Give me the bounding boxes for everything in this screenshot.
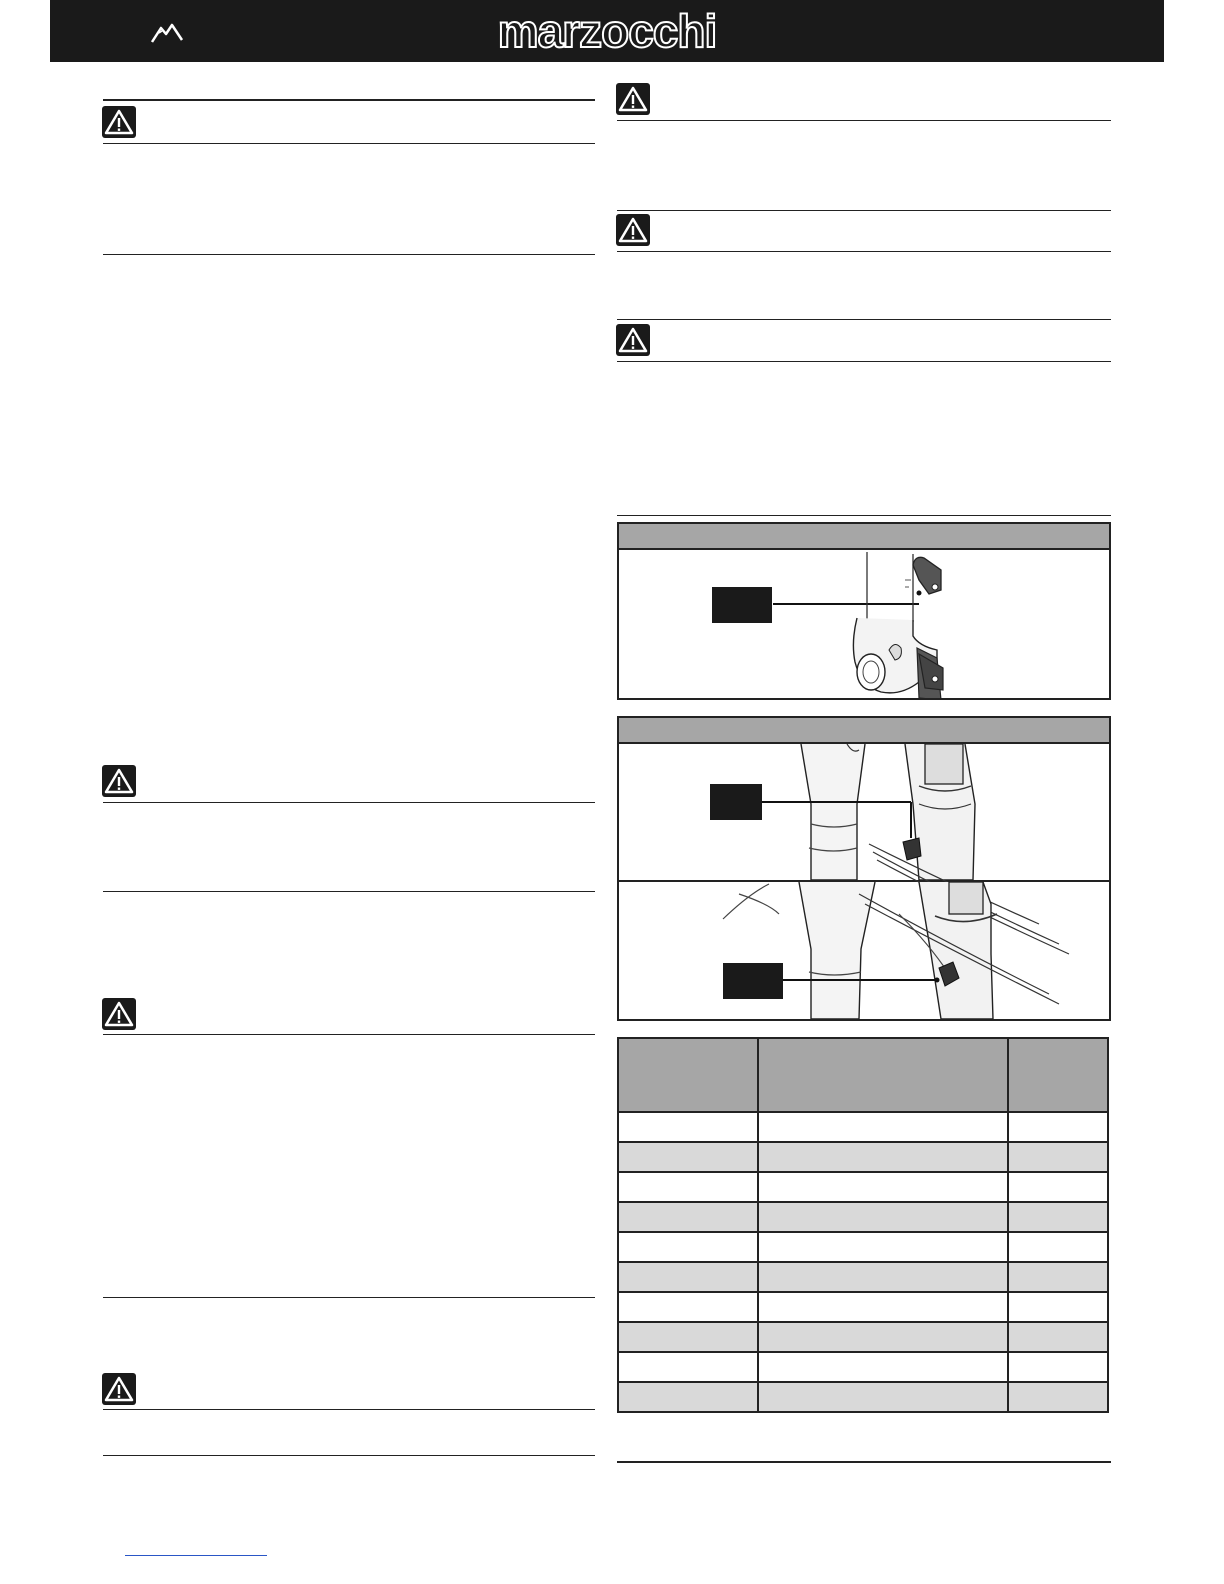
table-cell xyxy=(758,1382,1008,1412)
fork-dropout-drawing xyxy=(619,550,1109,698)
table-cell xyxy=(618,1382,758,1412)
table-row xyxy=(618,1382,1108,1412)
table-header-cell xyxy=(618,1038,758,1112)
brake-hose-figure xyxy=(617,716,1111,1021)
section-rule xyxy=(103,254,595,255)
section-rule xyxy=(617,361,1111,362)
table-cell xyxy=(618,1112,758,1142)
section-rule xyxy=(103,1409,595,1410)
table-cell xyxy=(758,1142,1008,1172)
warning-triangle-icon xyxy=(102,1373,136,1405)
brand-logo: marzocchi xyxy=(497,5,717,57)
page-header xyxy=(50,0,1164,62)
table-cell xyxy=(618,1232,758,1262)
section-rule xyxy=(617,120,1111,121)
table-row xyxy=(618,1322,1108,1352)
table-cell xyxy=(1008,1322,1108,1352)
table-cell xyxy=(618,1322,758,1352)
table-cell xyxy=(618,1202,758,1232)
table-row xyxy=(618,1172,1108,1202)
figure-title-bar xyxy=(619,524,1109,550)
table-cell xyxy=(1008,1142,1108,1172)
table-cell xyxy=(618,1292,758,1322)
section-rule xyxy=(617,319,1111,320)
table-cell xyxy=(758,1202,1008,1232)
table-header-cell xyxy=(758,1038,1008,1112)
table-row xyxy=(618,1142,1108,1172)
table-row xyxy=(618,1202,1108,1232)
table-header-cell xyxy=(1008,1038,1108,1112)
table-row xyxy=(618,1352,1108,1382)
table-cell xyxy=(1008,1202,1108,1232)
table-cell xyxy=(1008,1232,1108,1262)
warning-triangle-icon xyxy=(102,998,136,1030)
table-row xyxy=(618,1232,1108,1262)
table-row xyxy=(618,1292,1108,1322)
table-cell xyxy=(1008,1172,1108,1202)
warning-triangle-icon xyxy=(102,765,136,797)
warning-triangle-icon xyxy=(616,324,650,356)
table-cell xyxy=(758,1112,1008,1142)
table-cell xyxy=(758,1322,1008,1352)
table-row xyxy=(618,1112,1108,1142)
section-rule xyxy=(103,1297,595,1298)
warning-triangle-icon xyxy=(102,106,136,138)
table-cell xyxy=(618,1352,758,1382)
dropout-figure xyxy=(617,522,1111,700)
table-cell xyxy=(758,1262,1008,1292)
table-cell xyxy=(1008,1382,1108,1412)
spec-table xyxy=(617,1037,1109,1413)
fork-leg-drawing xyxy=(619,744,1109,1019)
table-cell xyxy=(618,1172,758,1202)
table-cell xyxy=(1008,1262,1108,1292)
table-cell xyxy=(618,1142,758,1172)
section-rule xyxy=(617,515,1111,516)
table-cell xyxy=(1008,1352,1108,1382)
table-cell xyxy=(758,1232,1008,1262)
section-rule xyxy=(103,1455,595,1456)
section-rule xyxy=(103,143,595,144)
warning-triangle-icon xyxy=(616,214,650,246)
table-cell xyxy=(758,1352,1008,1382)
table-cell xyxy=(618,1262,758,1292)
table-row xyxy=(618,1262,1108,1292)
table-cell xyxy=(758,1292,1008,1322)
table-cell xyxy=(1008,1112,1108,1142)
footer-link[interactable] xyxy=(125,1555,267,1556)
section-rule xyxy=(617,251,1111,252)
section-rule xyxy=(103,99,595,101)
table-cell xyxy=(1008,1292,1108,1322)
table-header-row xyxy=(618,1038,1108,1112)
warning-triangle-icon xyxy=(616,83,650,115)
table-cell xyxy=(758,1172,1008,1202)
section-rule xyxy=(617,210,1111,211)
section-rule xyxy=(617,1461,1111,1463)
section-rule xyxy=(103,802,595,803)
section-rule xyxy=(103,891,595,892)
figure-title-bar xyxy=(619,718,1109,744)
section-rule xyxy=(103,1034,595,1035)
